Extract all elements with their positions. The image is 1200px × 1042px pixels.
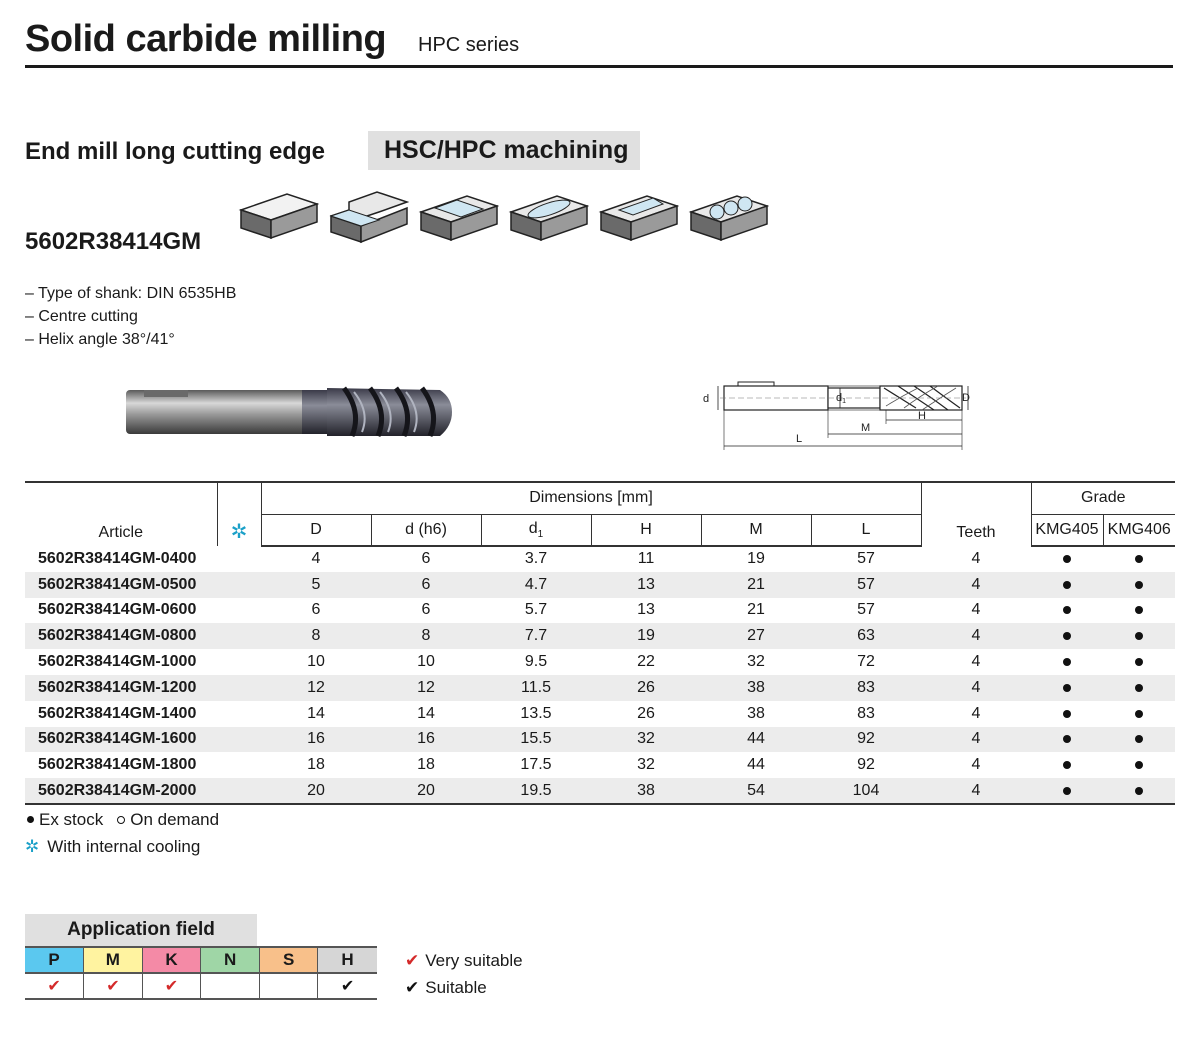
slot-milling-icon <box>417 188 499 248</box>
cooling-legend <box>25 833 219 860</box>
cell-d: 10 <box>417 653 435 671</box>
cell-d1: 4.7 <box>481 572 591 598</box>
ex-stock-dot-icon <box>1135 761 1143 769</box>
cell-D: 18 <box>307 756 325 774</box>
article-cell: 5602R38414GM-0800 <box>25 623 217 649</box>
cell-M: 44 <box>747 756 765 774</box>
drawing-label-d: d <box>703 393 710 405</box>
ex-stock-dot-icon <box>1063 658 1071 666</box>
ex-stock-dot-icon <box>1063 581 1071 589</box>
suitable-legend <box>405 974 523 1001</box>
machining-operations-icons <box>237 188 777 258</box>
grade-kmg405-cell <box>1031 623 1103 649</box>
filled-dot-icon <box>27 816 34 823</box>
application-field-table <box>25 946 377 1000</box>
page-title: Solid carbide milling <box>25 18 387 60</box>
ex-stock-dot-icon <box>1135 787 1143 795</box>
page-header <box>25 14 1173 68</box>
cell-d1: 7.7 <box>481 623 591 649</box>
red-check-icon: ✔ <box>405 951 420 970</box>
article-cell: 5602R38414GM-1200 <box>25 675 217 701</box>
cooling-cell <box>217 778 261 804</box>
face-milling-icon <box>237 188 319 248</box>
table-row <box>25 598 1175 624</box>
cell-D: 14 <box>307 704 325 722</box>
material-s-suitability <box>259 973 318 999</box>
cell-H: 11 <box>637 550 655 568</box>
red-check-icon: ✔ <box>47 978 61 995</box>
teeth-cell: 4 <box>971 601 981 619</box>
cell-D: 8 <box>261 623 371 649</box>
teeth-cell: 4 <box>921 572 1031 598</box>
internal-cooling-icon: ✲ <box>230 521 248 543</box>
material-p: P <box>25 947 84 973</box>
dimension-drawing <box>690 372 990 452</box>
material-s: S <box>259 947 318 973</box>
cell-H: 13 <box>637 601 655 619</box>
suitability-legend <box>405 947 523 1001</box>
very-suitable-label: Very suitable <box>425 951 523 970</box>
table-row <box>25 675 1175 701</box>
red-check-icon: ✔ <box>164 978 179 995</box>
grade-kmg406-cell <box>1103 701 1175 727</box>
teeth-cell: 4 <box>971 549 981 567</box>
column-header-d: d (h6) <box>371 514 481 546</box>
drawing-label-d1: d1 <box>836 392 847 405</box>
article-cell: 5602R38414GM-2000 <box>25 778 217 804</box>
ex-stock-label: Ex stock <box>39 810 104 829</box>
cell-D: 5 <box>261 572 371 598</box>
article-cell: 5602R38414GM-0400 <box>38 549 197 567</box>
material-m: M <box>84 947 143 973</box>
grade-kmg405-cell <box>1031 675 1103 701</box>
feature-shank: – Type of shank: DIN 6535HB <box>25 285 237 302</box>
teeth-cell: 4 <box>921 675 1031 701</box>
grade-kmg405-cell <box>1031 778 1103 804</box>
ex-stock-dot-icon <box>1135 735 1143 743</box>
series-label: HPC series <box>418 34 520 56</box>
material-n-suitability <box>201 973 260 999</box>
cell-d: 16 <box>371 727 481 753</box>
drawing-label-H: H <box>918 410 926 422</box>
stock-legend <box>25 806 219 833</box>
column-header-teeth: Teeth <box>921 482 1031 546</box>
cell-d: 8 <box>371 623 481 649</box>
cooling-cell <box>217 727 261 753</box>
ex-stock-dot-icon <box>1135 606 1143 614</box>
ex-stock-dot-icon <box>1063 761 1071 769</box>
internal-cooling-label: With internal cooling <box>47 837 201 856</box>
cell-d: 12 <box>371 675 481 701</box>
ramping-icon <box>597 188 679 248</box>
grade-kmg406-cell <box>1103 727 1175 753</box>
article-cell: 5602R38414GM-0500 <box>25 572 217 598</box>
article-code: 5602R38414GM <box>25 228 202 255</box>
cell-d: 14 <box>417 704 435 722</box>
grade-kmg406-cell <box>1103 598 1175 624</box>
table-row <box>25 649 1175 675</box>
grade-kmg406-cell <box>1103 675 1175 701</box>
cell-M: 21 <box>747 601 765 619</box>
pocket-milling-icon <box>507 188 589 248</box>
column-header-d1: $d_1$ <box>481 514 591 546</box>
cell-M: 32 <box>747 653 765 671</box>
column-header-L: L <box>811 514 921 546</box>
cell-H: 38 <box>591 778 701 804</box>
material-h-suitability <box>318 973 377 999</box>
ex-stock-dot-icon <box>1135 632 1143 640</box>
table-row <box>25 778 1175 804</box>
suitable-label: Suitable <box>425 978 487 997</box>
cell-D: 6 <box>311 601 321 619</box>
cell-d: 20 <box>371 778 481 804</box>
cell-d1: 3.7 <box>524 550 548 568</box>
plunge-milling-icon <box>687 188 769 248</box>
ex-stock-dot-icon <box>1063 735 1071 743</box>
ex-stock-dot-icon <box>1063 555 1071 563</box>
material-m-suitability <box>84 973 143 999</box>
machining-badge: HSC/HPC machining <box>368 131 640 170</box>
material-n: N <box>201 947 260 973</box>
ex-stock-dot-icon <box>1135 710 1143 718</box>
cell-D: 10 <box>307 653 325 671</box>
grade-kmg406-cell <box>1103 649 1175 675</box>
drawing-label-D: D <box>962 392 970 404</box>
feature-centre-cutting: – Centre cutting <box>25 308 138 325</box>
cell-L: 63 <box>811 623 921 649</box>
material-p-suitability <box>25 973 84 999</box>
cooling-cell <box>217 572 261 598</box>
cooling-column-header <box>217 482 261 546</box>
cell-d1: 9.5 <box>524 653 548 671</box>
cell-M: 19 <box>747 550 765 568</box>
teeth-cell: 4 <box>971 704 981 722</box>
very-suitable-legend <box>405 947 523 974</box>
black-check-icon: ✔ <box>340 978 355 995</box>
grade-kmg405-cell <box>1031 649 1103 675</box>
grade-kmg405-cell <box>1031 727 1103 753</box>
dimensions-header: Dimensions [mm] <box>261 482 921 514</box>
cooling-cell <box>217 752 261 778</box>
article-cell: 5602R38414GM-1000 <box>38 653 197 671</box>
cell-M: 54 <box>701 778 811 804</box>
table-row <box>25 546 1175 572</box>
table-row <box>25 572 1175 598</box>
cooling-cell <box>217 623 261 649</box>
cell-d1: 17.5 <box>520 756 552 774</box>
cell-d: 6 <box>421 550 431 568</box>
cell-L: 57 <box>857 601 875 619</box>
table-row <box>25 701 1175 727</box>
grade-kmg406-cell <box>1103 752 1175 778</box>
on-demand-label: On demand <box>130 810 220 829</box>
application-field-title: Application field <box>25 914 257 946</box>
drawing-label-L: L <box>796 433 803 445</box>
grade-kmg405-cell <box>1031 701 1103 727</box>
grade-header: Grade <box>1031 482 1175 514</box>
cell-D: 12 <box>261 675 371 701</box>
cell-H: 26 <box>637 704 655 722</box>
table-row <box>25 727 1175 753</box>
cell-d1: 13.5 <box>520 704 552 722</box>
grade-kmg405-cell <box>1031 752 1103 778</box>
cell-H: 26 <box>591 675 701 701</box>
cell-H: 19 <box>591 623 701 649</box>
grade-kmg406-cell <box>1103 572 1175 598</box>
product-subtitle: End mill long cutting edge <box>25 138 325 165</box>
cell-H: 32 <box>591 727 701 753</box>
specification-table <box>25 481 1175 805</box>
ex-stock-dot-icon <box>1135 658 1143 666</box>
teeth-cell: 4 <box>921 778 1031 804</box>
cell-d1: 19.5 <box>481 778 591 804</box>
ex-stock-dot-icon <box>1063 787 1071 795</box>
cell-d1: 5.7 <box>524 601 548 619</box>
grade-kmg406-cell <box>1103 778 1175 804</box>
cell-d1: 11.5 <box>481 675 591 701</box>
cell-D: 20 <box>261 778 371 804</box>
table-row <box>25 752 1175 778</box>
cell-d: 6 <box>371 572 481 598</box>
column-header-H: H <box>591 514 701 546</box>
grade-kmg405-cell <box>1031 546 1103 572</box>
article-cell: 5602R38414GM-1600 <box>25 727 217 753</box>
end-mill-photo <box>122 378 457 442</box>
ex-stock-dot-icon <box>1063 632 1071 640</box>
column-header-D: D <box>261 514 371 546</box>
ex-stock-dot-icon <box>1135 581 1143 589</box>
internal-cooling-icon: ✲ <box>25 837 40 856</box>
column-header-kmg405: KMG405 <box>1031 514 1103 546</box>
cell-L: 57 <box>811 572 921 598</box>
availability-legend <box>25 806 219 860</box>
grade-kmg405-cell <box>1031 598 1103 624</box>
cell-d: 18 <box>417 756 435 774</box>
open-dot-icon <box>117 816 125 824</box>
cell-H: 32 <box>637 756 655 774</box>
teeth-cell: 4 <box>971 653 981 671</box>
material-k: K <box>142 947 201 973</box>
table-row <box>25 623 1175 649</box>
cell-d: 6 <box>421 601 431 619</box>
teeth-cell: 4 <box>921 727 1031 753</box>
shoulder-milling-icon <box>327 188 409 248</box>
ex-stock-dot-icon <box>1063 684 1071 692</box>
grade-kmg406-cell <box>1103 546 1175 572</box>
cell-L: 104 <box>811 778 921 804</box>
cell-L: 57 <box>857 550 875 568</box>
article-cell: 5602R38414GM-1400 <box>38 704 197 722</box>
cooling-cell <box>217 701 261 727</box>
material-k-suitability <box>142 973 201 999</box>
column-header-article: Article <box>25 482 217 546</box>
grade-kmg405-cell <box>1031 572 1103 598</box>
ex-stock-dot-icon <box>1135 684 1143 692</box>
feature-helix-angle: – Helix angle 38°/41° <box>25 331 175 348</box>
cell-D: 16 <box>261 727 371 753</box>
cell-H: 13 <box>591 572 701 598</box>
black-check-icon: ✔ <box>405 978 420 997</box>
cell-L: 83 <box>811 675 921 701</box>
ex-stock-dot-icon <box>1063 606 1071 614</box>
cell-D: 4 <box>311 550 321 568</box>
cooling-cell <box>217 649 261 675</box>
cooling-cell <box>217 598 261 624</box>
cell-M: 44 <box>701 727 811 753</box>
article-cell: 5602R38414GM-0600 <box>38 601 197 619</box>
ex-stock-dot-icon <box>1063 710 1071 718</box>
teeth-cell: 4 <box>971 756 981 774</box>
cell-L: 92 <box>811 727 921 753</box>
drawing-label-M: M <box>861 422 871 434</box>
cell-M: 38 <box>701 675 811 701</box>
red-check-icon: ✔ <box>106 978 120 995</box>
cooling-cell <box>217 675 261 701</box>
grade-kmg406-cell <box>1103 623 1175 649</box>
cell-M: 27 <box>701 623 811 649</box>
cooling-cell <box>217 546 261 572</box>
cell-L: 83 <box>857 704 875 722</box>
feature-list <box>25 282 236 351</box>
cell-L: 92 <box>857 756 875 774</box>
column-header-M: M <box>701 514 811 546</box>
cell-L: 72 <box>857 653 875 671</box>
cell-d1: 15.5 <box>481 727 591 753</box>
column-header-kmg406: KMG406 <box>1103 514 1175 546</box>
cell-H: 22 <box>637 653 655 671</box>
article-cell: 5602R38414GM-1800 <box>38 756 197 774</box>
cell-M: 21 <box>701 572 811 598</box>
cell-M: 38 <box>747 704 765 722</box>
teeth-cell: 4 <box>921 623 1031 649</box>
ex-stock-dot-icon <box>1135 555 1143 563</box>
material-h: H <box>318 947 377 973</box>
